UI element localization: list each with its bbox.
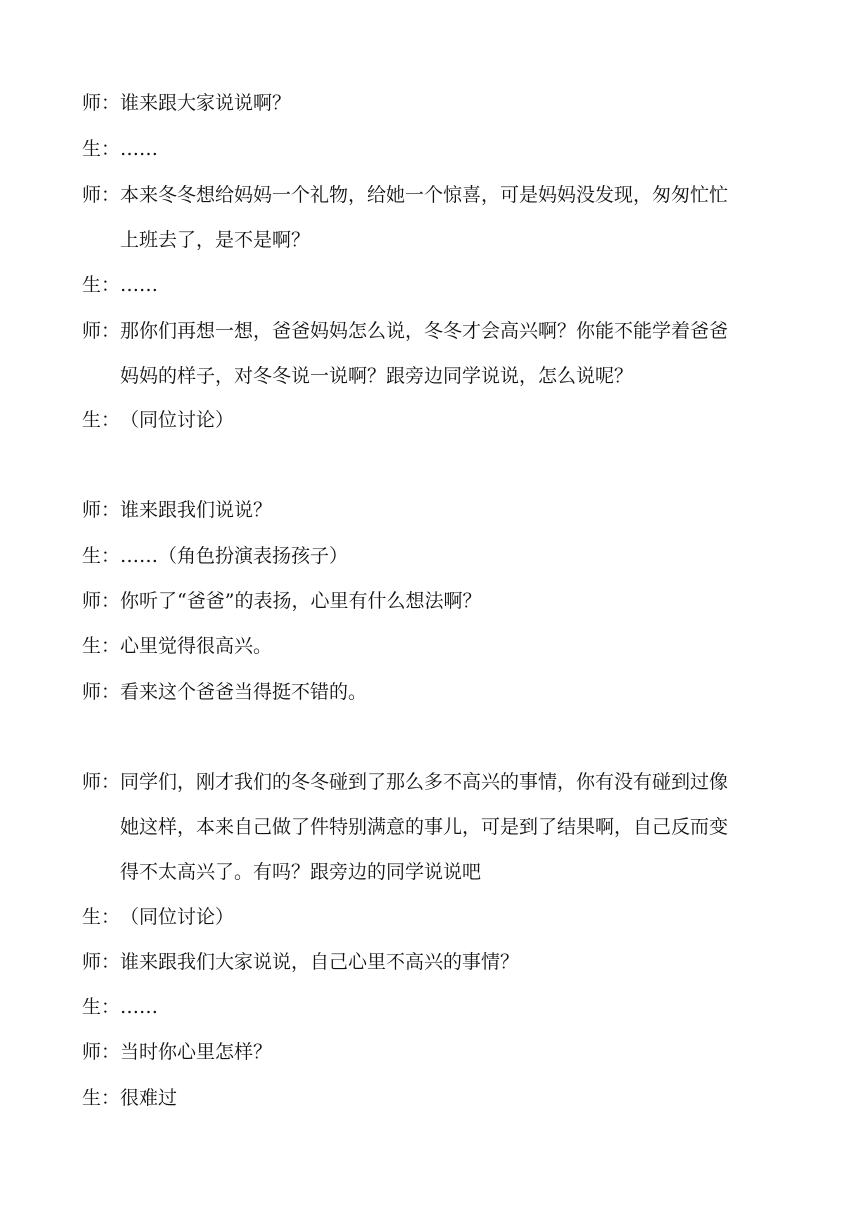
dialogue-text: 谁来跟我们说说？: [120, 499, 273, 521]
dialogue-line: [82, 1040, 782, 1064]
speaker-label: 生：: [82, 1087, 121, 1109]
dialogue-text: 心里觉得很高兴。: [120, 635, 273, 657]
dialogue-text: 谁来跟我们大家说说，自己心里不高兴的事情？: [120, 951, 520, 973]
dialogue-continuation: 妈妈的样子，对冬冬说一说啊？跟旁边同学说说，怎么说呢？: [120, 365, 634, 387]
dialogue-continuation: 她这样，本来自己做了件特别满意的事儿，可是到了结果啊，自己反而变: [120, 816, 729, 838]
dialogue-text: 你听了“爸爸”的表扬，心里有什么想法啊？: [120, 590, 482, 612]
dialogue-text: ……: [120, 138, 159, 160]
speaker-label: 师：: [82, 92, 121, 114]
dialogue-line: [82, 137, 782, 161]
dialogue-text: ……: [120, 996, 159, 1018]
speaker-label: 师：: [82, 1041, 121, 1063]
speaker-label: 生：: [82, 635, 121, 657]
dialogue-text: 看来这个爸爸当得挺不错的。: [120, 681, 368, 703]
speaker-label: 师：: [82, 184, 121, 206]
dialogue-line: [82, 1086, 782, 1110]
dialogue-continuation: 上班去了，是不是啊？: [120, 229, 311, 251]
dialogue-text: 谁来跟大家说说啊？: [120, 92, 292, 114]
dialogue-line: [82, 498, 782, 522]
speaker-label: 生：: [82, 996, 121, 1018]
dialogue-continuation: 得不太高兴了。有吗？跟旁边的同学说说吧: [120, 861, 482, 883]
speaker-label: 生：: [82, 545, 121, 567]
dialogue-line: [82, 319, 782, 343]
dialogue-line: [82, 950, 782, 974]
dialogue-text: 很难过: [120, 1087, 178, 1109]
dialogue-line: [82, 183, 782, 207]
dialogue-text: 本来冬冬想给妈妈一个礼物，给她一个惊喜，可是妈妈没发现，匆匆忙忙: [120, 184, 729, 206]
dialogue-line: [82, 770, 782, 794]
dialogue-text: （同位讨论）: [120, 906, 235, 928]
speaker-label: 师：: [82, 771, 121, 793]
dialogue-text: 当时你心里怎样？: [120, 1041, 273, 1063]
dialogue-line: [82, 995, 782, 1019]
dialogue-text: 同学们，刚才我们的冬冬碰到了那么多不高兴的事情，你有没有碰到过像: [120, 771, 729, 793]
dialogue-text: ……（角色扮演表扬孩子）: [120, 545, 349, 567]
speaker-label: 生：: [82, 138, 121, 160]
speaker-label: 生：: [82, 274, 121, 296]
dialogue-line: [82, 634, 782, 658]
dialogue-line: [82, 544, 782, 568]
speaker-label: 师：: [82, 320, 121, 342]
speaker-label: 师：: [82, 681, 121, 703]
dialogue-text: ……: [120, 274, 159, 296]
speaker-label: 生：: [82, 409, 121, 431]
dialogue-line: [82, 905, 782, 929]
speaker-label: 师：: [82, 590, 121, 612]
dialogue-text: （同位讨论）: [120, 409, 235, 431]
dialogue-line: [82, 680, 782, 704]
speaker-label: 师：: [82, 951, 121, 973]
dialogue-line: [82, 408, 782, 432]
dialogue-text: 那你们再想一想，爸爸妈妈怎么说，冬冬才会高兴啊？你能不能学着爸爸: [120, 320, 729, 342]
dialogue-line: [82, 589, 782, 613]
speaker-label: 师：: [82, 499, 121, 521]
speaker-label: 生：: [82, 906, 121, 928]
dialogue-line: [82, 91, 782, 115]
dialogue-line: [82, 273, 782, 297]
